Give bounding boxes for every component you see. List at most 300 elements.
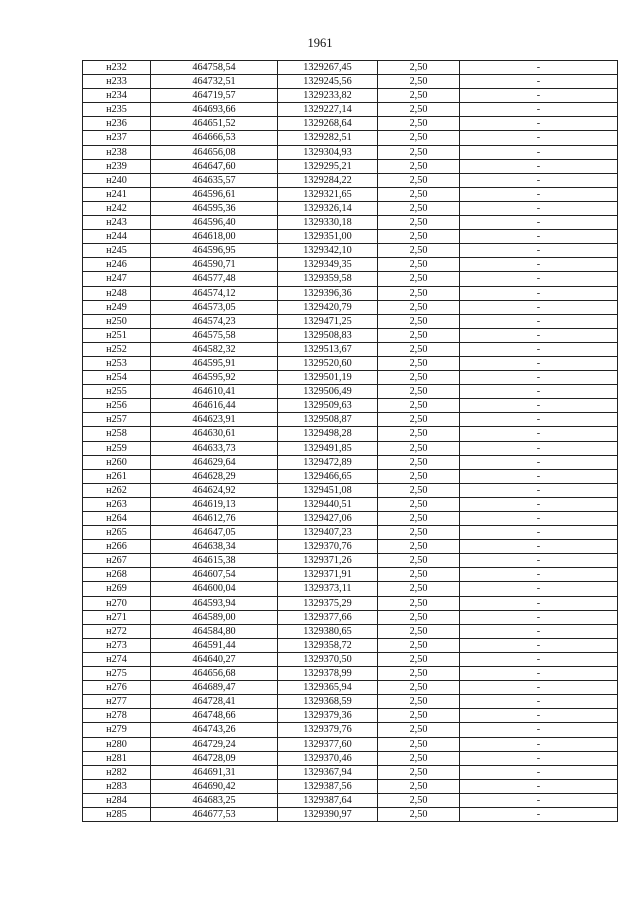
x-coordinate-cell: 464577,48 xyxy=(151,272,278,286)
table-row xyxy=(83,173,618,187)
point-id-cell: н255 xyxy=(83,385,151,399)
point-id-cell: н259 xyxy=(83,441,151,455)
note-cell: - xyxy=(460,272,618,286)
x-coordinate-cell: 464607,54 xyxy=(151,568,278,582)
y-coordinate-cell: 1329282,51 xyxy=(278,131,378,145)
x-coordinate-cell: 464758,54 xyxy=(151,61,278,75)
y-coordinate-cell: 1329380,65 xyxy=(278,624,378,638)
table-row xyxy=(83,441,618,455)
x-coordinate-cell: 464647,05 xyxy=(151,526,278,540)
point-id-cell: н252 xyxy=(83,342,151,356)
table-row xyxy=(83,667,618,681)
accuracy-cell: 2,50 xyxy=(378,89,460,103)
x-coordinate-cell: 464689,47 xyxy=(151,681,278,695)
point-id-cell: н256 xyxy=(83,399,151,413)
y-coordinate-cell: 1329227,14 xyxy=(278,103,378,117)
y-coordinate-cell: 1329506,49 xyxy=(278,385,378,399)
y-coordinate-cell: 1329407,23 xyxy=(278,526,378,540)
table-row xyxy=(83,723,618,737)
table-row xyxy=(83,709,618,723)
note-cell: - xyxy=(460,709,618,723)
table-row xyxy=(83,131,618,145)
note-cell: - xyxy=(460,103,618,117)
note-cell: - xyxy=(460,751,618,765)
table-row xyxy=(83,624,618,638)
accuracy-cell: 2,50 xyxy=(378,342,460,356)
table-row xyxy=(83,314,618,328)
y-coordinate-cell: 1329513,67 xyxy=(278,342,378,356)
x-coordinate-cell: 464623,91 xyxy=(151,413,278,427)
point-id-cell: н249 xyxy=(83,300,151,314)
x-coordinate-cell: 464690,42 xyxy=(151,779,278,793)
point-id-cell: н280 xyxy=(83,737,151,751)
accuracy-cell: 2,50 xyxy=(378,145,460,159)
table-row xyxy=(83,413,618,427)
table-row xyxy=(83,751,618,765)
accuracy-cell: 2,50 xyxy=(378,413,460,427)
note-cell: - xyxy=(460,314,618,328)
note-cell: - xyxy=(460,201,618,215)
point-id-cell: н269 xyxy=(83,582,151,596)
y-coordinate-cell: 1329379,36 xyxy=(278,709,378,723)
table-row xyxy=(83,201,618,215)
accuracy-cell: 2,50 xyxy=(378,540,460,554)
table-row xyxy=(83,638,618,652)
table-row xyxy=(83,61,618,75)
table-row xyxy=(83,568,618,582)
x-coordinate-cell: 464683,25 xyxy=(151,793,278,807)
accuracy-cell: 2,50 xyxy=(378,582,460,596)
table-row xyxy=(83,159,618,173)
table-row xyxy=(83,399,618,413)
point-id-cell: н271 xyxy=(83,610,151,624)
y-coordinate-cell: 1329373,11 xyxy=(278,582,378,596)
table-row xyxy=(83,328,618,342)
accuracy-cell: 2,50 xyxy=(378,610,460,624)
y-coordinate-cell: 1329379,76 xyxy=(278,723,378,737)
x-coordinate-cell: 464635,57 xyxy=(151,173,278,187)
table-row xyxy=(83,512,618,526)
accuracy-cell: 2,50 xyxy=(378,131,460,145)
point-id-cell: н272 xyxy=(83,624,151,638)
point-id-cell: н239 xyxy=(83,159,151,173)
note-cell: - xyxy=(460,779,618,793)
note-cell: - xyxy=(460,793,618,807)
point-id-cell: н284 xyxy=(83,793,151,807)
note-cell: - xyxy=(460,765,618,779)
x-coordinate-cell: 464615,38 xyxy=(151,554,278,568)
table-row xyxy=(83,554,618,568)
note-cell: - xyxy=(460,723,618,737)
y-coordinate-cell: 1329268,64 xyxy=(278,117,378,131)
x-coordinate-cell: 464573,05 xyxy=(151,300,278,314)
x-coordinate-cell: 464574,23 xyxy=(151,314,278,328)
point-id-cell: н268 xyxy=(83,568,151,582)
note-cell: - xyxy=(460,681,618,695)
y-coordinate-cell: 1329349,35 xyxy=(278,258,378,272)
x-coordinate-cell: 464595,92 xyxy=(151,371,278,385)
table-row xyxy=(83,230,618,244)
point-id-cell: н233 xyxy=(83,75,151,89)
point-id-cell: н237 xyxy=(83,131,151,145)
note-cell: - xyxy=(460,540,618,554)
y-coordinate-cell: 1329498,28 xyxy=(278,427,378,441)
table-row xyxy=(83,779,618,793)
table-row xyxy=(83,807,618,821)
x-coordinate-cell: 464616,44 xyxy=(151,399,278,413)
note-cell: - xyxy=(460,652,618,666)
note-cell: - xyxy=(460,413,618,427)
x-coordinate-cell: 464691,31 xyxy=(151,765,278,779)
y-coordinate-cell: 1329427,06 xyxy=(278,512,378,526)
accuracy-cell: 2,50 xyxy=(378,793,460,807)
table-row xyxy=(83,497,618,511)
note-cell: - xyxy=(460,145,618,159)
table-row xyxy=(83,540,618,554)
y-coordinate-cell: 1329370,76 xyxy=(278,540,378,554)
note-cell: - xyxy=(460,385,618,399)
point-id-cell: н234 xyxy=(83,89,151,103)
accuracy-cell: 2,50 xyxy=(378,624,460,638)
x-coordinate-cell: 464719,57 xyxy=(151,89,278,103)
accuracy-cell: 2,50 xyxy=(378,568,460,582)
y-coordinate-cell: 1329396,36 xyxy=(278,286,378,300)
x-coordinate-cell: 464589,00 xyxy=(151,610,278,624)
point-id-cell: н274 xyxy=(83,652,151,666)
point-id-cell: н232 xyxy=(83,61,151,75)
note-cell: - xyxy=(460,173,618,187)
accuracy-cell: 2,50 xyxy=(378,258,460,272)
point-id-cell: н250 xyxy=(83,314,151,328)
point-id-cell: н257 xyxy=(83,413,151,427)
accuracy-cell: 2,50 xyxy=(378,75,460,89)
note-cell: - xyxy=(460,399,618,413)
note-cell: - xyxy=(460,187,618,201)
accuracy-cell: 2,50 xyxy=(378,427,460,441)
accuracy-cell: 2,50 xyxy=(378,300,460,314)
x-coordinate-cell: 464656,08 xyxy=(151,145,278,159)
accuracy-cell: 2,50 xyxy=(378,385,460,399)
x-coordinate-cell: 464596,40 xyxy=(151,216,278,230)
y-coordinate-cell: 1329370,46 xyxy=(278,751,378,765)
note-cell: - xyxy=(460,610,618,624)
accuracy-cell: 2,50 xyxy=(378,356,460,370)
x-coordinate-cell: 464590,71 xyxy=(151,258,278,272)
table-row xyxy=(83,610,618,624)
x-coordinate-cell: 464582,32 xyxy=(151,342,278,356)
y-coordinate-cell: 1329472,89 xyxy=(278,455,378,469)
accuracy-cell: 2,50 xyxy=(378,244,460,258)
point-id-cell: н285 xyxy=(83,807,151,821)
x-coordinate-cell: 464640,27 xyxy=(151,652,278,666)
accuracy-cell: 2,50 xyxy=(378,765,460,779)
accuracy-cell: 2,50 xyxy=(378,483,460,497)
accuracy-cell: 2,50 xyxy=(378,737,460,751)
point-id-cell: н267 xyxy=(83,554,151,568)
y-coordinate-cell: 1329377,66 xyxy=(278,610,378,624)
note-cell: - xyxy=(460,469,618,483)
point-id-cell: н276 xyxy=(83,681,151,695)
point-id-cell: н260 xyxy=(83,455,151,469)
point-id-cell: н251 xyxy=(83,328,151,342)
x-coordinate-cell: 464628,29 xyxy=(151,469,278,483)
y-coordinate-cell: 1329367,94 xyxy=(278,765,378,779)
table-row xyxy=(83,187,618,201)
table-row xyxy=(83,596,618,610)
table-row xyxy=(83,75,618,89)
note-cell: - xyxy=(460,89,618,103)
point-id-cell: н278 xyxy=(83,709,151,723)
x-coordinate-cell: 464612,76 xyxy=(151,512,278,526)
note-cell: - xyxy=(460,497,618,511)
note-cell: - xyxy=(460,807,618,821)
table-row xyxy=(83,89,618,103)
coordinates-table xyxy=(82,60,618,822)
x-coordinate-cell: 464574,12 xyxy=(151,286,278,300)
point-id-cell: н246 xyxy=(83,258,151,272)
accuracy-cell: 2,50 xyxy=(378,455,460,469)
y-coordinate-cell: 1329358,72 xyxy=(278,638,378,652)
accuracy-cell: 2,50 xyxy=(378,695,460,709)
accuracy-cell: 2,50 xyxy=(378,159,460,173)
table-row xyxy=(83,244,618,258)
point-id-cell: н279 xyxy=(83,723,151,737)
x-coordinate-cell: 464651,52 xyxy=(151,117,278,131)
note-cell: - xyxy=(460,737,618,751)
x-coordinate-cell: 464656,68 xyxy=(151,667,278,681)
page-number: 1961 xyxy=(307,36,333,50)
note-cell: - xyxy=(460,244,618,258)
accuracy-cell: 2,50 xyxy=(378,512,460,526)
accuracy-cell: 2,50 xyxy=(378,230,460,244)
y-coordinate-cell: 1329321,65 xyxy=(278,187,378,201)
accuracy-cell: 2,50 xyxy=(378,652,460,666)
point-id-cell: н277 xyxy=(83,695,151,709)
y-coordinate-cell: 1329267,45 xyxy=(278,61,378,75)
point-id-cell: н275 xyxy=(83,667,151,681)
x-coordinate-cell: 464593,94 xyxy=(151,596,278,610)
x-coordinate-cell: 464624,92 xyxy=(151,483,278,497)
table-row xyxy=(83,469,618,483)
accuracy-cell: 2,50 xyxy=(378,681,460,695)
note-cell: - xyxy=(460,300,618,314)
table-row xyxy=(83,300,618,314)
note-cell: - xyxy=(460,427,618,441)
y-coordinate-cell: 1329342,10 xyxy=(278,244,378,258)
table-row xyxy=(83,385,618,399)
point-id-cell: н283 xyxy=(83,779,151,793)
accuracy-cell: 2,50 xyxy=(378,187,460,201)
x-coordinate-cell: 464618,00 xyxy=(151,230,278,244)
y-coordinate-cell: 1329451,08 xyxy=(278,483,378,497)
accuracy-cell: 2,50 xyxy=(378,61,460,75)
x-coordinate-cell: 464728,09 xyxy=(151,751,278,765)
accuracy-cell: 2,50 xyxy=(378,526,460,540)
y-coordinate-cell: 1329501,19 xyxy=(278,371,378,385)
table-row xyxy=(83,793,618,807)
point-id-cell: н253 xyxy=(83,356,151,370)
y-coordinate-cell: 1329365,94 xyxy=(278,681,378,695)
point-id-cell: н236 xyxy=(83,117,151,131)
y-coordinate-cell: 1329378,99 xyxy=(278,667,378,681)
table-row xyxy=(83,695,618,709)
x-coordinate-cell: 464630,61 xyxy=(151,427,278,441)
table-row xyxy=(83,483,618,497)
x-coordinate-cell: 464596,95 xyxy=(151,244,278,258)
y-coordinate-cell: 1329508,83 xyxy=(278,328,378,342)
table-row xyxy=(83,582,618,596)
y-coordinate-cell: 1329520,60 xyxy=(278,356,378,370)
note-cell: - xyxy=(460,526,618,540)
y-coordinate-cell: 1329471,25 xyxy=(278,314,378,328)
y-coordinate-cell: 1329245,56 xyxy=(278,75,378,89)
point-id-cell: н261 xyxy=(83,469,151,483)
y-coordinate-cell: 1329377,60 xyxy=(278,737,378,751)
y-coordinate-cell: 1329370,50 xyxy=(278,652,378,666)
table-row xyxy=(83,371,618,385)
point-id-cell: н258 xyxy=(83,427,151,441)
note-cell: - xyxy=(460,216,618,230)
x-coordinate-cell: 464629,64 xyxy=(151,455,278,469)
y-coordinate-cell: 1329420,79 xyxy=(278,300,378,314)
point-id-cell: н238 xyxy=(83,145,151,159)
note-cell: - xyxy=(460,554,618,568)
note-cell: - xyxy=(460,61,618,75)
note-cell: - xyxy=(460,258,618,272)
note-cell: - xyxy=(460,568,618,582)
accuracy-cell: 2,50 xyxy=(378,779,460,793)
y-coordinate-cell: 1329390,97 xyxy=(278,807,378,821)
x-coordinate-cell: 464729,24 xyxy=(151,737,278,751)
accuracy-cell: 2,50 xyxy=(378,103,460,117)
table-row xyxy=(83,356,618,370)
x-coordinate-cell: 464693,66 xyxy=(151,103,278,117)
y-coordinate-cell: 1329387,64 xyxy=(278,793,378,807)
accuracy-cell: 2,50 xyxy=(378,328,460,342)
y-coordinate-cell: 1329509,63 xyxy=(278,399,378,413)
y-coordinate-cell: 1329304,93 xyxy=(278,145,378,159)
accuracy-cell: 2,50 xyxy=(378,554,460,568)
accuracy-cell: 2,50 xyxy=(378,286,460,300)
y-coordinate-cell: 1329368,59 xyxy=(278,695,378,709)
table-row xyxy=(83,737,618,751)
point-id-cell: н244 xyxy=(83,230,151,244)
note-cell: - xyxy=(460,441,618,455)
table-row xyxy=(83,652,618,666)
point-id-cell: н270 xyxy=(83,596,151,610)
note-cell: - xyxy=(460,230,618,244)
table-row xyxy=(83,526,618,540)
accuracy-cell: 2,50 xyxy=(378,751,460,765)
accuracy-cell: 2,50 xyxy=(378,596,460,610)
note-cell: - xyxy=(460,117,618,131)
y-coordinate-cell: 1329330,18 xyxy=(278,216,378,230)
point-id-cell: н262 xyxy=(83,483,151,497)
note-cell: - xyxy=(460,75,618,89)
point-id-cell: н263 xyxy=(83,497,151,511)
note-cell: - xyxy=(460,638,618,652)
y-coordinate-cell: 1329371,91 xyxy=(278,568,378,582)
note-cell: - xyxy=(460,342,618,356)
table-row xyxy=(83,455,618,469)
y-coordinate-cell: 1329326,14 xyxy=(278,201,378,215)
accuracy-cell: 2,50 xyxy=(378,201,460,215)
table-row xyxy=(83,258,618,272)
note-cell: - xyxy=(460,328,618,342)
point-id-cell: н265 xyxy=(83,526,151,540)
table-row xyxy=(83,681,618,695)
x-coordinate-cell: 464591,44 xyxy=(151,638,278,652)
y-coordinate-cell: 1329295,21 xyxy=(278,159,378,173)
point-id-cell: н242 xyxy=(83,201,151,215)
accuracy-cell: 2,50 xyxy=(378,723,460,737)
accuracy-cell: 2,50 xyxy=(378,709,460,723)
table-row xyxy=(83,272,618,286)
point-id-cell: н240 xyxy=(83,173,151,187)
note-cell: - xyxy=(460,286,618,300)
x-coordinate-cell: 464619,13 xyxy=(151,497,278,511)
x-coordinate-cell: 464647,60 xyxy=(151,159,278,173)
table-row xyxy=(83,342,618,356)
accuracy-cell: 2,50 xyxy=(378,399,460,413)
point-id-cell: н264 xyxy=(83,512,151,526)
x-coordinate-cell: 464677,53 xyxy=(151,807,278,821)
coordinates-table-body xyxy=(83,61,618,822)
note-cell: - xyxy=(460,159,618,173)
x-coordinate-cell: 464666,53 xyxy=(151,131,278,145)
point-id-cell: н254 xyxy=(83,371,151,385)
x-coordinate-cell: 464575,58 xyxy=(151,328,278,342)
note-cell: - xyxy=(460,356,618,370)
accuracy-cell: 2,50 xyxy=(378,441,460,455)
point-id-cell: н243 xyxy=(83,216,151,230)
table-row xyxy=(83,427,618,441)
point-id-cell: н248 xyxy=(83,286,151,300)
table-row xyxy=(83,103,618,117)
x-coordinate-cell: 464732,51 xyxy=(151,75,278,89)
point-id-cell: н282 xyxy=(83,765,151,779)
table-row xyxy=(83,765,618,779)
x-coordinate-cell: 464595,91 xyxy=(151,356,278,370)
x-coordinate-cell: 464638,34 xyxy=(151,540,278,554)
note-cell: - xyxy=(460,667,618,681)
note-cell: - xyxy=(460,582,618,596)
accuracy-cell: 2,50 xyxy=(378,638,460,652)
x-coordinate-cell: 464600,04 xyxy=(151,582,278,596)
note-cell: - xyxy=(460,455,618,469)
table-row xyxy=(83,286,618,300)
x-coordinate-cell: 464596,61 xyxy=(151,187,278,201)
note-cell: - xyxy=(460,371,618,385)
note-cell: - xyxy=(460,131,618,145)
x-coordinate-cell: 464748,66 xyxy=(151,709,278,723)
accuracy-cell: 2,50 xyxy=(378,216,460,230)
accuracy-cell: 2,50 xyxy=(378,117,460,131)
accuracy-cell: 2,50 xyxy=(378,314,460,328)
point-id-cell: н281 xyxy=(83,751,151,765)
accuracy-cell: 2,50 xyxy=(378,497,460,511)
point-id-cell: н245 xyxy=(83,244,151,258)
table-row xyxy=(83,117,618,131)
y-coordinate-cell: 1329387,56 xyxy=(278,779,378,793)
note-cell: - xyxy=(460,695,618,709)
x-coordinate-cell: 464728,41 xyxy=(151,695,278,709)
table-row xyxy=(83,216,618,230)
y-coordinate-cell: 1329440,51 xyxy=(278,497,378,511)
accuracy-cell: 2,50 xyxy=(378,272,460,286)
y-coordinate-cell: 1329466,65 xyxy=(278,469,378,483)
point-id-cell: н266 xyxy=(83,540,151,554)
